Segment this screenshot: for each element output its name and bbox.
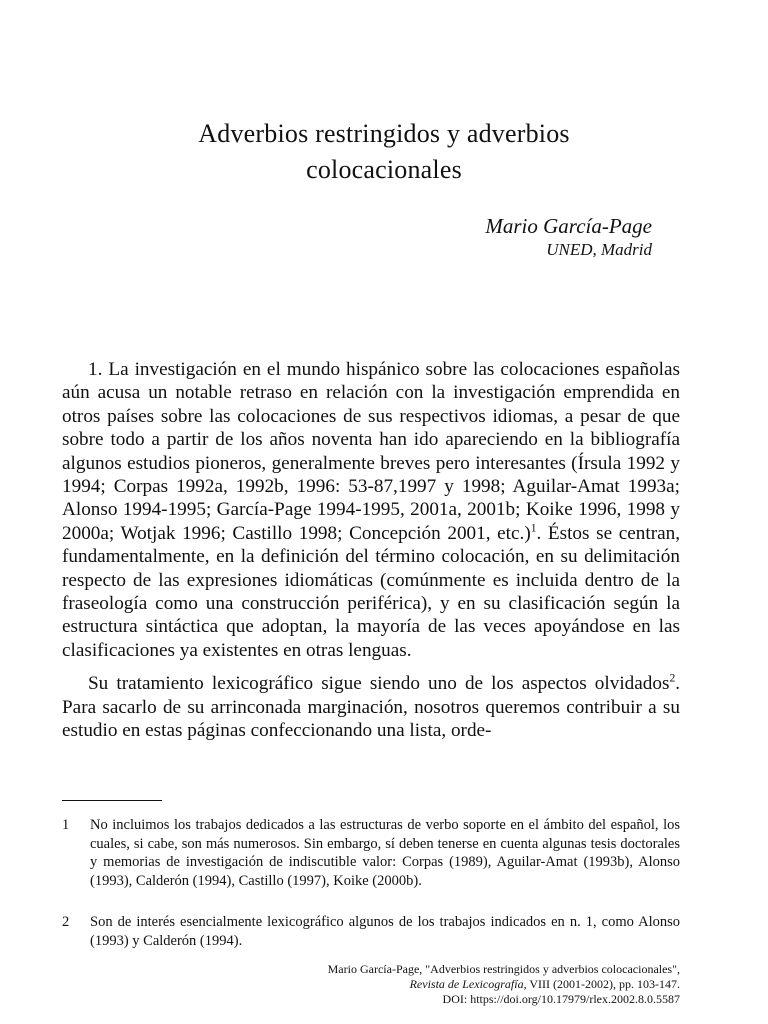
footnote-ref-2: 2	[669, 672, 676, 685]
citation-line-1: Mario García-Page, "Adverbios restringidos y adverbios colocacionales",	[327, 962, 680, 976]
citation-journal: Revista de Lexicografía	[409, 977, 524, 991]
footnote-1-text: No incluimos los trabajos dedicados a las estructuras de verbo soporte en el ámbito del español, los cuales, si cabe, son más numerosos. Sin embargo, sí deben tenerse en cuenta algunas tesis doctorales y memorias de investigación de indiscutible valor: Corpas (1989), Aguilar-Amat (1993b), Alonso (1993), Calderón (1994), Castillo (1997), Koike (2000b).	[90, 817, 680, 889]
footnote-2	[62, 913, 680, 950]
footnote-ref-1: 1	[530, 522, 537, 535]
citation-doi[interactable]: DOI: https://doi.org/10.17979/rlex.2002.8.0.5587	[442, 992, 680, 1006]
citation-line-2	[328, 977, 680, 992]
article-title-line-2: colocacionales	[306, 155, 462, 184]
article-title	[0, 116, 768, 188]
paragraph-1-rest: . Éstos se centran, fundamentalmente, en la definición del término colocación, en su delimitación respecto de las expresiones idiomáticas (comúnmente es incluida dentro de la fraseología como una construcción periférica), y en su clasificación según la estructura sintáctica que adoptan, la mayoría de las veces apoyándose en las clasificaciones ya existentes en otras lenguas.	[62, 522, 680, 661]
body-text	[62, 358, 680, 743]
author-affiliation: UNED, Madrid	[546, 240, 652, 259]
paragraph-2	[62, 672, 680, 742]
footnote-1-number: 1	[62, 817, 70, 833]
citation-details: , VIII (2001-2002), pp. 103-147.	[523, 977, 680, 991]
author-name: Mario García-Page	[485, 214, 652, 238]
footnote-1	[62, 816, 680, 890]
paragraph-1-text: 1. La investigación en el mundo hispánico sobre las colocaciones españolas aún acusa un notable retraso en relación con la investigación emprendida en otros países sobre las colocaciones de sus respectivos idiomas, a pesar de que sobre todo a partir de los años noventa han ido apareciendo en la bibliografía algunos estudios pioneros, generalmente breves pero interesantes (Írsula 1992 y 1994; Corpas 1992a, 1992b, 1996: 53-87,1997 y 1998; Aguilar-Amat 1993a; Alonso 1994-1995; García-Page 1994-1995, 2001a, 2001b; Koike 1996, 1998 y 2000a; Wotjak 1996; Castillo 1998; Concepción 2001, etc.)	[62, 359, 680, 544]
paragraph-1	[62, 358, 680, 662]
footnote-2-text: Son de interés esencialmente lexicográfico algunos de los trabajos indicados en n. 1, como Alonso (1993) y Calderón (1994).	[90, 914, 680, 949]
footnote-separator	[62, 800, 162, 801]
footnote-2-number: 2	[62, 914, 70, 930]
paragraph-2-text: Su tratamiento lexicográfico sigue siendo uno de los aspectos olvidados	[88, 673, 670, 695]
paragraph-2-rest: . Para sacarlo de su arrinconada marginación, nosotros queremos contribuir a su estudio en estas páginas confeccionando una lista, orde-	[62, 673, 680, 742]
article-title-line-1: Adverbios restringidos y adverbios	[198, 119, 570, 148]
citation	[328, 962, 680, 1007]
